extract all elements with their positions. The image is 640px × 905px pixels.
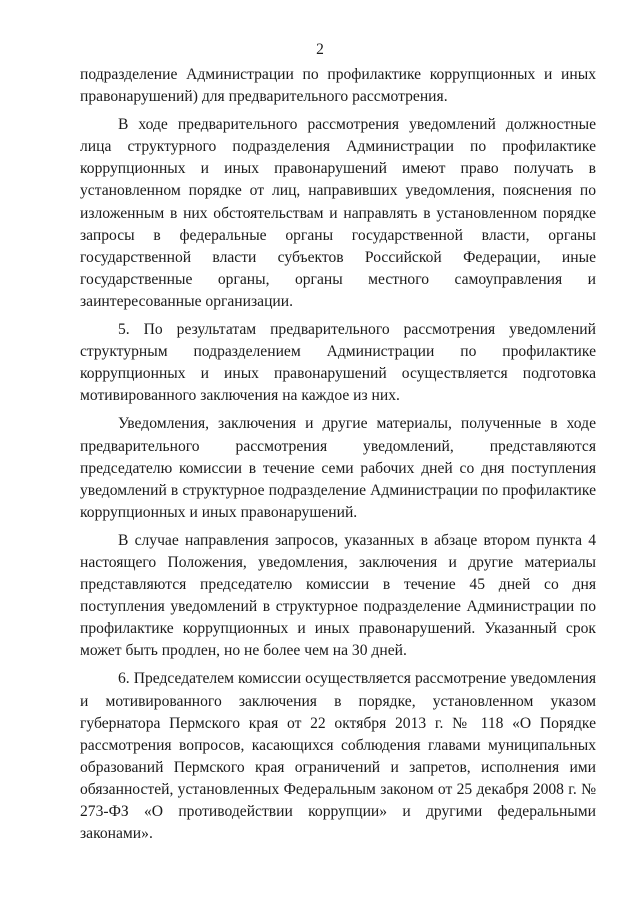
paragraph-item-6: 6. Председателем комиссии осуществляется рассмотрение уведомления и мотивированного заключения в порядке, установленном указом губернатора Пермского края от 22 октября 2013 г. № 118 «О Порядке рассмотрения вопросов, касающихся соблюдения главами муниципальных образований Пермского края ограничений и запретов, исполнения ими обязанностей, установленных Федеральным законом от 25 декабря 2008 г. № 273-ФЗ «О противодействии коррупции» и другими федеральными законами». [80,670,596,843]
paragraph-preliminary-review-rights: В ходе предварительного рассмотрения уведомлений должностные лица структурного подразделения Администрации по профилактике коррупционных и иных правонарушений имеют право получать в установленном порядке от лиц, направивших уведомления, пояснения по изложенным в них обстоятельствам и направлять в установленном порядке запросы в федеральные органы государственной власти, органы государственной власти субъектов Российской Федерации, иные государственные органы, органы местного самоуправления и заинтересованные организации. [80,116,596,310]
paragraph-item-5: 5. По результатам предварительного рассмотрения уведомлений структурным подразделением Администрации по профилактике коррупционных и иных правонарушений осуществляется подготовка мотивированного заключения на каждое из них. [80,321,596,405]
paragraph-continuation: подразделение Администрации по профилактике коррупционных и иных правонарушений) для предварительного рассмотрения. [80,66,596,106]
document-body [80,64,596,845]
paragraph-materials-submission: Уведомления, заключения и другие материалы, полученные в ходе предварительного рассмотрения уведомлений, представляются председателю комиссии в течение семи рабочих дней со дня поступления уведомлений в структурное подразделение Администрации по профилактике коррупционных и иных правонарушений. [80,415,596,521]
paragraph-requests-deadline: В случае направления запросов, указанных в абзаце втором пункта 4 настоящего Положения, уведомления, заключения и другие материалы представляются председателю комиссии в течение 45 дней со дня поступления уведомлений в структурное подразделение Администрации по профилактике коррупционных и иных правонарушений. Указанный срок может быть продлен, но не более чем на 30 дней. [80,531,596,660]
page-number: 2 [316,41,324,58]
